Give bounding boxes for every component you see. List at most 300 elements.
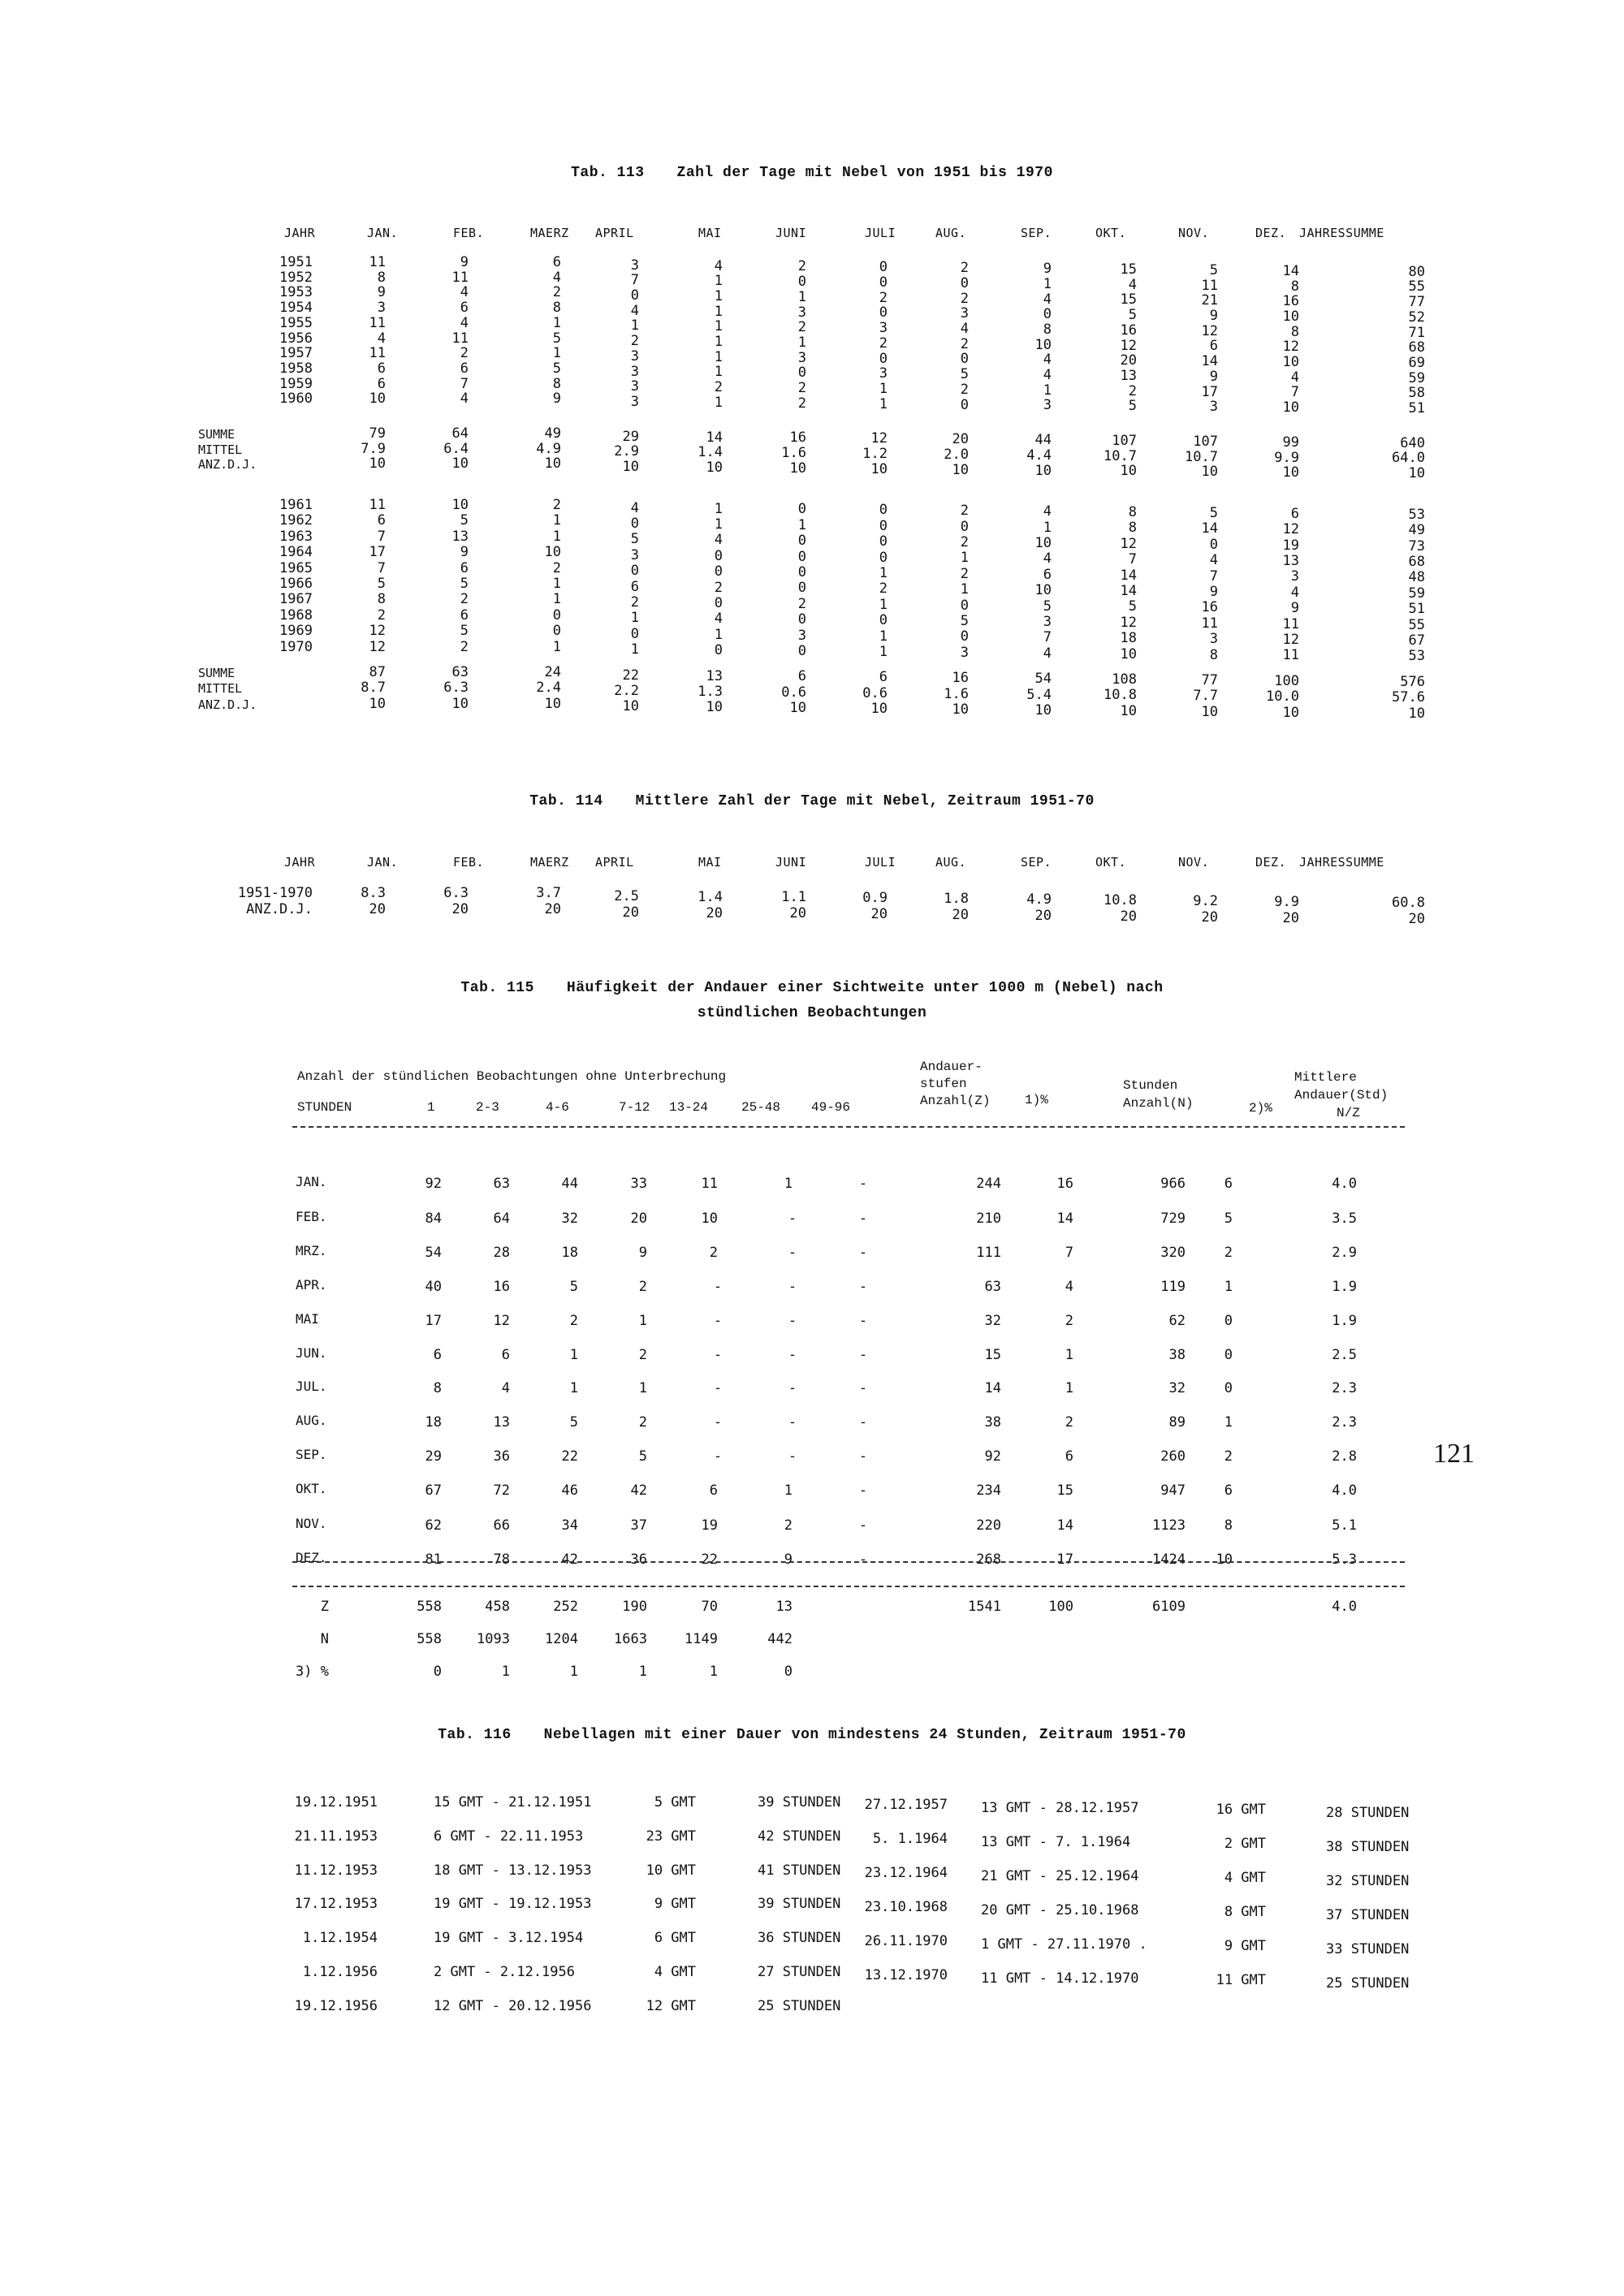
t113-cell: 10 xyxy=(1282,308,1299,325)
t115-header-col-2: 4-6 xyxy=(546,1100,569,1115)
t113-cell: 0 xyxy=(797,274,806,291)
t113-cell: 6 xyxy=(377,360,386,377)
t115-header-andauer-2: stufen xyxy=(920,1077,967,1091)
t113-cell: 1 xyxy=(552,638,561,655)
t113-cell: 2.4 xyxy=(536,680,561,697)
t113-cell: 6 xyxy=(797,668,806,685)
t113-cell: 64 xyxy=(451,425,469,442)
t113-cell: 8 xyxy=(1043,321,1052,338)
t113-cell: 2 xyxy=(797,595,806,612)
t113-cell: 3 xyxy=(1043,397,1052,414)
t115-cell: 1.9 xyxy=(1332,1313,1357,1329)
t113-cell: 2 xyxy=(714,579,723,596)
t113-cell: 0 xyxy=(797,533,806,550)
t113-cell: 10 xyxy=(622,698,639,715)
t113-cell: 19 xyxy=(1282,537,1299,554)
t113-cell: 1 xyxy=(552,314,561,331)
t115-cell: 14 xyxy=(984,1380,1001,1396)
t114-cell: 20 xyxy=(1408,910,1425,927)
t113-cell: 5 xyxy=(630,531,639,548)
t113-cell: 4 xyxy=(460,314,469,331)
t113-cell: 1960 xyxy=(279,391,313,408)
t116-left-date: 21.11.1953 xyxy=(294,1828,378,1845)
t113-cell: 1 xyxy=(960,550,969,567)
t113-cell: 1 xyxy=(714,364,723,381)
t115-cell: 0 xyxy=(1224,1313,1233,1329)
t113-cell: 3 xyxy=(630,546,639,563)
t115-row-label: JUL. xyxy=(296,1379,327,1394)
t113-cell: 2 xyxy=(797,319,806,336)
t113-cell: 0 xyxy=(714,642,723,659)
t113-cell: 0 xyxy=(797,611,806,628)
t113-cell: 10 xyxy=(706,459,723,476)
t115-cell: 63 xyxy=(493,1176,510,1192)
t115-row-label: MAI xyxy=(296,1311,319,1327)
t113-cell: 48 xyxy=(1408,569,1425,586)
t115-cell: - xyxy=(858,1211,868,1227)
t113-cell: 64.0 xyxy=(1392,450,1425,467)
t115-total-label: Z xyxy=(320,1599,329,1615)
t115-cell: 320 xyxy=(1160,1245,1186,1261)
t113-cell: 1.2 xyxy=(862,446,888,462)
t115-cell: 4.0 xyxy=(1332,1176,1357,1192)
t114-header-0: JAHR xyxy=(284,855,316,870)
t113-cell: 3 xyxy=(960,305,969,322)
t113-cell: 12 xyxy=(369,623,386,640)
t113-cell: 51 xyxy=(1408,400,1425,416)
t113-cell: 5 xyxy=(460,623,469,640)
t113-cell: 10.7 xyxy=(1185,448,1218,465)
t113-cell: 4 xyxy=(630,499,639,516)
t113-cell: 10 xyxy=(451,497,469,513)
t113-cell: 10 xyxy=(1282,354,1299,370)
t115-total-label: 3) % xyxy=(296,1664,329,1680)
t113-cell: 1 xyxy=(714,334,723,350)
t114-cell: 4.9 xyxy=(1026,891,1052,908)
t113-cell: 10 xyxy=(1034,336,1052,353)
t116-right-end: 9 GMT xyxy=(1224,1938,1266,1954)
t113-cell: 63 xyxy=(451,664,469,680)
t113-cell: 3 xyxy=(797,627,806,644)
t113-cell: 16 xyxy=(952,670,969,687)
t113-cell: 3 xyxy=(630,378,639,395)
t113-cell: 1959 xyxy=(279,375,313,392)
t115-cell: 119 xyxy=(1160,1279,1186,1295)
t115-header-stunden2-1: Stunden xyxy=(1123,1078,1178,1093)
t115-cell: 7 xyxy=(1065,1245,1073,1261)
t115-cell: 36 xyxy=(630,1552,647,1568)
t114-cell: 2.5 xyxy=(614,887,639,904)
t113-cell: 10 xyxy=(369,391,386,408)
t115-cell: 8 xyxy=(1224,1517,1233,1534)
t113-cell: 4 xyxy=(1043,291,1052,308)
t115-cell: 42 xyxy=(561,1552,578,1568)
t114-cell: 20 xyxy=(1282,909,1299,926)
t115-cell: 5 xyxy=(638,1448,647,1465)
t115-cell: 64 xyxy=(493,1211,510,1227)
t113-cell: 7 xyxy=(630,272,639,289)
t113-cell: 0 xyxy=(797,580,806,597)
t115-cell: 966 xyxy=(1160,1176,1186,1192)
t114-header-13: JAHRESSUMME xyxy=(1299,855,1384,870)
t113-cell: 14 xyxy=(1120,583,1137,599)
t113-cell: 2 xyxy=(960,534,969,550)
t115-rule-top xyxy=(292,1126,1405,1128)
t113-cell: 44 xyxy=(1034,432,1052,449)
t116-right-end: 4 GMT xyxy=(1224,1870,1266,1886)
t113-cell: 12 xyxy=(1201,322,1218,339)
t115-cell: 4.0 xyxy=(1332,1482,1357,1499)
t113-cell: 11 xyxy=(369,345,386,362)
t113-cell: 1966 xyxy=(279,576,313,592)
t113-cell: 11 xyxy=(369,314,386,331)
t113-cell: 14 xyxy=(1201,353,1218,370)
t113-cell: 9.9 xyxy=(1274,449,1299,466)
t113-cell: 12 xyxy=(1120,535,1137,552)
t116-left-end: 12 GMT xyxy=(646,1998,696,2014)
t113-cell: 5.4 xyxy=(1026,686,1052,703)
t113-cell: 9 xyxy=(552,391,561,408)
t113-cell: 14 xyxy=(706,429,723,446)
t116-caption xyxy=(0,1727,1624,1743)
t113-cell: 8.7 xyxy=(361,680,386,697)
t113-cell: 1 xyxy=(714,516,723,533)
t113-cell: 7 xyxy=(1043,629,1052,646)
t115-cell: 3.5 xyxy=(1332,1211,1357,1227)
t114-cell: 60.8 xyxy=(1392,894,1425,911)
t116-left-duration: 42 STUNDEN xyxy=(758,1828,841,1845)
t116-right-end: 11 GMT xyxy=(1216,1972,1266,1988)
t115-cell: 84 xyxy=(425,1211,442,1227)
t113-cell: 2 xyxy=(960,381,969,398)
t115-cell: 4 xyxy=(501,1380,510,1396)
t113-cell: 10 xyxy=(1282,464,1299,481)
t113-cell: 1955 xyxy=(279,314,313,331)
t115-row-label: SEP. xyxy=(296,1447,327,1462)
t115-header-col-4: 13-24 xyxy=(669,1100,709,1115)
t114-cell: ANZ.D.J. xyxy=(246,901,313,917)
t113-cell: 77 xyxy=(1408,294,1425,311)
t116-left-duration: 39 STUNDEN xyxy=(758,1794,841,1810)
t114-cell: 0.9 xyxy=(862,890,888,907)
t115-cell: 6 xyxy=(1065,1448,1073,1465)
t113-cell: 68 xyxy=(1408,553,1425,570)
t115-cell: 89 xyxy=(1168,1414,1186,1431)
t113-header-7: JULI xyxy=(865,226,896,240)
t113-cell: 2 xyxy=(552,497,561,513)
t115-cell: 92 xyxy=(984,1448,1001,1465)
t113-cell: 1.3 xyxy=(698,683,723,700)
t115-cell: - xyxy=(858,1245,868,1261)
t115-cell: 210 xyxy=(976,1211,1001,1227)
t113-cell: 4 xyxy=(1043,503,1052,520)
t113-cell: 20 xyxy=(1120,352,1137,369)
t115-cell: 10 xyxy=(1216,1552,1233,1568)
t113-cell: 7 xyxy=(460,375,469,392)
t114-label: Tab. 114 xyxy=(529,793,603,809)
t116-left-range: 12 GMT - 20.12.1956 xyxy=(434,1998,592,2014)
t115-cell: 92 xyxy=(425,1176,442,1192)
t114-cell: 20 xyxy=(789,905,806,922)
t116-right-duration: 28 STUNDEN xyxy=(1326,1805,1410,1821)
t113-cell: 12 xyxy=(1120,614,1137,631)
t113-cell: 3 xyxy=(797,349,806,366)
t113-cell: 3 xyxy=(879,365,888,382)
t115-total-cell: 1 xyxy=(569,1664,578,1680)
t113-header-12: DEZ. xyxy=(1255,226,1287,240)
t113-cell: 10 xyxy=(622,459,639,475)
t115-cell: 5 xyxy=(569,1414,578,1431)
t115-cell: 2 xyxy=(638,1414,647,1431)
t113-cell: 2 xyxy=(797,395,806,412)
t113-cell: 1 xyxy=(552,576,561,592)
t115-cell: 14 xyxy=(1056,1211,1073,1227)
t115-cell: 244 xyxy=(976,1176,1001,1192)
t113-cell: 10.7 xyxy=(1104,447,1137,464)
t113-cell: 0 xyxy=(630,516,639,532)
t113-cell: 6 xyxy=(630,578,639,595)
t113-cell: 3 xyxy=(630,347,639,365)
t113-cell: 10 xyxy=(1282,704,1299,721)
t113-cell: 10.0 xyxy=(1266,688,1299,706)
t113-cell: 0 xyxy=(1043,306,1052,323)
t116-left-duration: 27 STUNDEN xyxy=(758,1964,841,1980)
t113-cell: 0 xyxy=(879,274,888,291)
t113-row-label: MITTEL xyxy=(198,442,243,457)
t113-cell: 4 xyxy=(1290,369,1299,386)
t115-cell: 20 xyxy=(630,1211,647,1227)
t113-cell: 2 xyxy=(960,565,969,582)
t115-cell: - xyxy=(713,1313,723,1329)
t115-cell: 234 xyxy=(976,1482,1001,1499)
t114-title: Mittlere Zahl der Tage mit Nebel, Zeitraum 1951-70 xyxy=(635,793,1095,809)
t115-cell: - xyxy=(713,1279,723,1295)
t113-cell: 10 xyxy=(451,695,469,712)
t115-total-cell: 558 xyxy=(417,1631,442,1647)
t113-cell: 4 xyxy=(960,321,969,337)
t115-cell: - xyxy=(858,1552,868,1568)
t115-header-col-6: 49-96 xyxy=(811,1100,851,1115)
t113-cell: 99 xyxy=(1282,434,1299,451)
t113-cell: 3 xyxy=(1209,631,1218,648)
t113-cell: 1 xyxy=(797,288,806,305)
t113-cell: 1964 xyxy=(279,544,313,561)
t113-cell: 10 xyxy=(952,701,969,718)
t114-cell: 10.8 xyxy=(1104,892,1137,908)
t113-cell: 11 xyxy=(1282,647,1299,664)
t113-cell: 5 xyxy=(1043,598,1052,615)
t115-cell: 1 xyxy=(1224,1279,1233,1295)
t115-cell: 16 xyxy=(493,1279,510,1295)
t113-cell: 2 xyxy=(630,333,639,350)
t115-cell: 63 xyxy=(984,1279,1001,1295)
t115-total-cell: 1663 xyxy=(614,1631,647,1647)
t113-cell: 2 xyxy=(797,380,806,396)
t116-left-date: 17.12.1953 xyxy=(294,1896,378,1912)
t113-cell: 14 xyxy=(1282,262,1299,279)
t113-cell: 73 xyxy=(1408,537,1425,555)
t115-cell: 260 xyxy=(1160,1448,1186,1465)
t116-left-range: 19 GMT - 3.12.1954 xyxy=(434,1930,584,1946)
t113-cell: 10 xyxy=(369,455,386,473)
t115-cell: 36 xyxy=(493,1448,510,1465)
t115-cell: 5 xyxy=(569,1279,578,1295)
t113-cell: 17 xyxy=(1201,383,1218,400)
t113-cell: 1 xyxy=(879,643,888,660)
t115-cell: 11 xyxy=(701,1176,718,1192)
t116-right-duration: 33 STUNDEN xyxy=(1326,1941,1410,1957)
t113-label: Tab. 113 xyxy=(571,165,645,181)
t113-cell: 51 xyxy=(1408,601,1425,618)
t113-cell: 2 xyxy=(879,580,888,598)
t113-cell: 6 xyxy=(1290,505,1299,522)
t116-right-duration: 37 STUNDEN xyxy=(1326,1907,1410,1923)
t115-cell: 62 xyxy=(425,1517,442,1534)
t113-cell: 10 xyxy=(789,460,806,477)
t116-left-range: 6 GMT - 22.11.1953 xyxy=(434,1828,584,1845)
t115-cell: 2.9 xyxy=(1332,1245,1357,1261)
t113-cell: 10 xyxy=(789,700,806,717)
t115-caption xyxy=(0,980,1624,996)
t113-cell: 1968 xyxy=(279,606,313,624)
t113-header-8: AUG. xyxy=(935,226,967,240)
t114-caption xyxy=(0,793,1624,809)
t116-right-range: 11 GMT - 14.12.1970 xyxy=(981,1970,1139,1987)
t113-cell: 5 xyxy=(460,576,469,592)
t115-cell: 5.3 xyxy=(1332,1552,1357,1568)
t113-cell: 18 xyxy=(1120,630,1137,647)
t113-cell: 10 xyxy=(1408,465,1425,482)
t113-cell: 100 xyxy=(1274,672,1299,689)
t115-total-cell: 0 xyxy=(433,1664,442,1680)
t113-cell: 55 xyxy=(1408,616,1425,633)
t113-cell: 2 xyxy=(460,591,469,608)
t115-total-cell: 1204 xyxy=(545,1631,578,1647)
t115-total-cell: 1093 xyxy=(477,1631,510,1647)
t115-cell: 54 xyxy=(425,1245,442,1261)
t113-cell: 6.4 xyxy=(443,440,469,457)
t115-cell: 37 xyxy=(630,1517,647,1534)
t115-total-cell: 558 xyxy=(417,1599,442,1615)
t116-left-date: 19.12.1951 xyxy=(294,1794,378,1810)
t115-cell: 111 xyxy=(976,1245,1001,1261)
t115-cell: 15 xyxy=(984,1347,1001,1363)
t116-left-end: 6 GMT xyxy=(654,1930,696,1946)
t113-cell: 1957 xyxy=(279,345,313,362)
t115-row-label: OKT. xyxy=(296,1481,327,1496)
t113-cell: 5 xyxy=(960,366,969,383)
t114-header-11: NOV. xyxy=(1178,855,1210,870)
t113-cell: 2.0 xyxy=(944,446,969,463)
t114-header-8: AUG. xyxy=(935,855,967,870)
t113-cell: 1 xyxy=(630,641,639,658)
t113-cell: 0 xyxy=(797,643,806,659)
t113-cell: 6 xyxy=(460,559,469,576)
t113-cell: 2 xyxy=(879,334,888,352)
t115-cell: - xyxy=(858,1279,868,1295)
t113-cell: 69 xyxy=(1408,354,1425,371)
t113-cell: 0 xyxy=(714,594,723,611)
t113-cell: 2 xyxy=(879,289,888,306)
t113-cell: 11 xyxy=(451,269,469,286)
t113-cell: 0 xyxy=(879,612,888,629)
t113-cell: 17 xyxy=(369,544,386,561)
t115-cell: 2 xyxy=(784,1517,793,1534)
t114-cell: 20 xyxy=(369,901,386,917)
t113-cell: 0 xyxy=(960,597,969,614)
t114-cell: 20 xyxy=(1201,908,1218,926)
t116-left-duration: 39 STUNDEN xyxy=(758,1896,841,1912)
t113-cell: 1 xyxy=(714,318,723,335)
t113-cell: 1953 xyxy=(279,284,313,301)
t115-cell: 44 xyxy=(561,1176,578,1192)
t113-cell: 1 xyxy=(879,380,888,397)
t115-cell: 1 xyxy=(638,1380,647,1396)
t115-total-cell: 100 xyxy=(1048,1599,1073,1615)
t115-cell: - xyxy=(858,1414,868,1431)
t115-cell: 2.8 xyxy=(1332,1448,1357,1465)
t113-cell: 55 xyxy=(1408,278,1425,296)
t113-cell: 6 xyxy=(1043,566,1052,583)
t113-cell: 87 xyxy=(369,664,386,680)
t115-row-label: APR. xyxy=(296,1277,327,1293)
t115-cell: 32 xyxy=(1168,1380,1186,1396)
t113-cell: 0 xyxy=(1209,536,1218,553)
t115-cell: 19 xyxy=(701,1517,718,1534)
t115-cell: 34 xyxy=(561,1517,578,1534)
t113-cell: 576 xyxy=(1400,673,1425,690)
t113-cell: 6.3 xyxy=(443,680,469,697)
t113-cell: 11 xyxy=(451,330,469,347)
t116-right-date: 23.10.1968 xyxy=(864,1899,948,1915)
t113-cell: 3 xyxy=(960,644,969,661)
t115-cell: 67 xyxy=(425,1482,442,1499)
t113-cell: 1.6 xyxy=(944,685,969,702)
t113-cell: 1969 xyxy=(279,623,313,640)
t113-cell: 1 xyxy=(714,626,723,643)
t113-cell: 24 xyxy=(544,664,561,680)
t115-cell: 6 xyxy=(1224,1482,1233,1499)
t113-cell: 0 xyxy=(960,274,969,291)
t113-cell: 3 xyxy=(630,363,639,380)
t115-header-pct2: 2)% xyxy=(1249,1101,1272,1116)
t116-right-range: 21 GMT - 25.12.1964 xyxy=(981,1868,1139,1884)
t113-cell: 16 xyxy=(1282,293,1299,310)
t116-right-range: 1 GMT - 27.11.1970 . xyxy=(981,1936,1147,1953)
t116-right-date: 27.12.1957 xyxy=(864,1797,948,1813)
t115-cell: 4 xyxy=(1065,1279,1073,1295)
t113-header-13: JAHRESSUMME xyxy=(1299,226,1384,240)
t113-cell: 108 xyxy=(1112,671,1137,688)
t113-cell: 5 xyxy=(1128,307,1137,324)
page-number: 121 xyxy=(1433,1439,1475,1469)
t114-cell: 1.8 xyxy=(944,891,969,908)
t116-right-range: 13 GMT - 7. 1.1964 xyxy=(981,1834,1131,1850)
t113-cell: 9 xyxy=(1043,261,1052,278)
t115-cell: 6 xyxy=(433,1347,442,1363)
t113-cell: 2 xyxy=(960,503,969,520)
t114-cell: 3.7 xyxy=(536,885,561,901)
t115-total-cell: 4.0 xyxy=(1332,1599,1357,1615)
t113-cell: 10 xyxy=(870,701,888,718)
t116-right-range: 13 GMT - 28.12.1957 xyxy=(981,1800,1139,1816)
t113-cell: 10 xyxy=(1120,463,1137,480)
t113-cell: 49 xyxy=(544,425,561,442)
t113-cell: 2 xyxy=(714,379,723,396)
t113-cell: 11 xyxy=(369,497,386,513)
t115-cell: 1 xyxy=(638,1313,647,1329)
t115-cell: 1424 xyxy=(1152,1552,1186,1568)
